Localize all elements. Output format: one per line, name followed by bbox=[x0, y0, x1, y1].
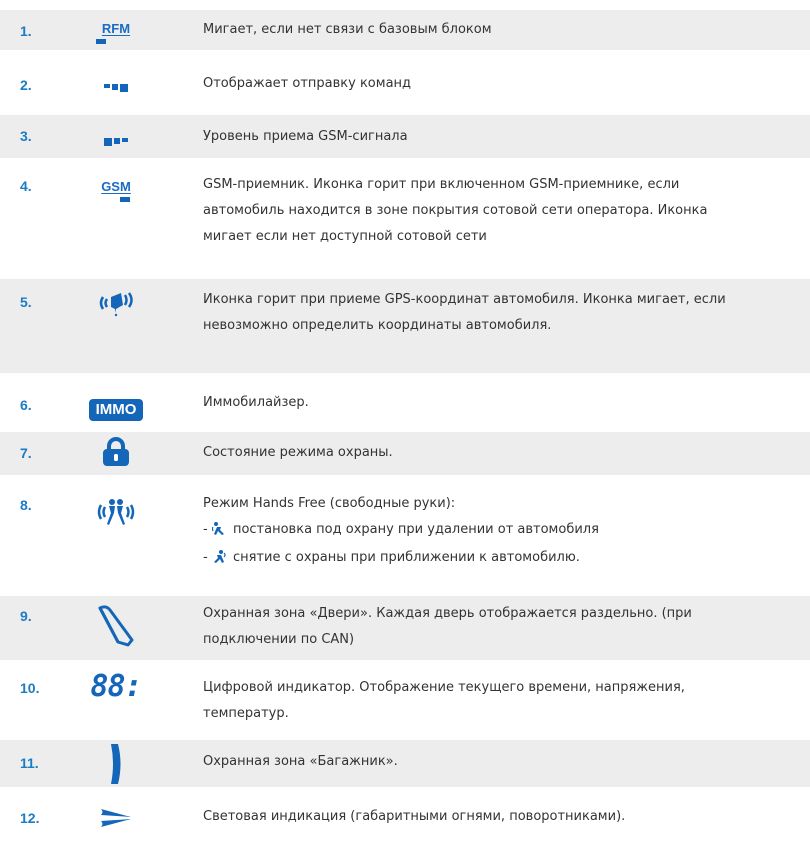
sub-item-prefix: - bbox=[203, 550, 212, 565]
sub-item bbox=[203, 545, 783, 573]
table-row bbox=[0, 115, 810, 158]
row-description bbox=[203, 440, 783, 466]
row-number: 5. bbox=[20, 294, 32, 310]
description-line: невозможно определить координаты автомобиля. bbox=[203, 318, 552, 333]
rfm-icon-label: RFM bbox=[101, 21, 131, 36]
hands-free-icon bbox=[80, 497, 152, 537]
trunk-icon bbox=[80, 743, 152, 783]
digital-indicator-icon bbox=[80, 669, 152, 712]
table-row bbox=[0, 168, 810, 266]
gsm-icon-label: GSM bbox=[101, 179, 131, 194]
description-line: Мигает, если нет связи с базовым блоком bbox=[203, 22, 492, 37]
row-description bbox=[203, 804, 783, 830]
sub-item bbox=[203, 517, 783, 545]
table-row bbox=[0, 64, 810, 104]
approach-icon bbox=[212, 547, 226, 573]
description-line: Иконка горит при приеме GPS-координат автомобиля. Иконка мигает, если bbox=[203, 292, 726, 307]
row-number: 11. bbox=[20, 755, 39, 771]
description-line: GSM-приемник. Иконка горит при включенном GSM-приемнике, если bbox=[203, 177, 680, 192]
row-description bbox=[203, 601, 783, 653]
row-number: 3. bbox=[20, 128, 32, 144]
row-description bbox=[203, 287, 783, 339]
lock-icon bbox=[80, 437, 152, 477]
table-row bbox=[0, 795, 810, 839]
row-description bbox=[203, 71, 783, 97]
row-description bbox=[203, 491, 783, 573]
description-line: мигает если нет доступной сотовой сети bbox=[203, 229, 487, 244]
table-row bbox=[0, 10, 810, 50]
sub-item-text: постановка под охрану при удалении от автомобиля bbox=[228, 522, 599, 537]
gps-icon bbox=[80, 289, 152, 329]
table-row bbox=[0, 385, 810, 423]
sub-item-text: снятие с охраны при приближении к автомобилю. bbox=[228, 550, 580, 565]
row-number: 8. bbox=[20, 497, 32, 513]
row-number: 9. bbox=[20, 608, 32, 624]
sub-item-prefix: - bbox=[203, 522, 212, 537]
row-number: 1. bbox=[20, 23, 32, 39]
description-line: Иммобилайзер. bbox=[203, 395, 309, 410]
row-description bbox=[203, 749, 783, 775]
table-row bbox=[0, 487, 810, 585]
door-icon bbox=[80, 602, 152, 642]
rfm-icon bbox=[80, 22, 152, 62]
description-line: Состояние режима охраны. bbox=[203, 445, 393, 460]
row-description bbox=[203, 390, 783, 416]
row-number: 12. bbox=[20, 810, 40, 826]
row-description bbox=[203, 124, 783, 150]
row-number: 10. bbox=[20, 680, 40, 696]
description-line: Уровень приема GSM-сигнала bbox=[203, 129, 408, 144]
immo-badge: IMMO bbox=[89, 399, 144, 421]
description-line: Отображает отправку команд bbox=[203, 76, 412, 91]
description-line: Световая индикация (габаритными огнями, поворотниками). bbox=[203, 809, 626, 824]
table-row bbox=[0, 740, 810, 787]
row-number: 4. bbox=[20, 178, 32, 194]
row-description bbox=[203, 17, 783, 43]
description-line: автомобиль находится в зоне покрытия сотовой сети оператора. Иконка bbox=[203, 203, 708, 218]
table-row bbox=[0, 596, 810, 660]
description-line: Режим Hands Free (свободные руки): bbox=[203, 496, 456, 511]
gsm-icon bbox=[80, 180, 152, 220]
table-row bbox=[0, 668, 810, 732]
row-description bbox=[203, 675, 783, 727]
table-row bbox=[0, 279, 810, 373]
row-number: 2. bbox=[20, 77, 32, 93]
lights-icon bbox=[80, 808, 152, 848]
row-number: 6. bbox=[20, 397, 32, 413]
description-line: температур. bbox=[203, 706, 289, 721]
description-line: Охранная зона «Двери». Каждая дверь отображается раздельно. (при bbox=[203, 606, 692, 621]
description-line: подключении по CAN) bbox=[203, 632, 355, 647]
table-row bbox=[0, 432, 810, 475]
digital-indicator-glyphs: 88: bbox=[90, 669, 142, 704]
row-description bbox=[203, 172, 783, 250]
row-number: 7. bbox=[20, 445, 32, 461]
description-line: Цифровой индикатор. Отображение текущего времени, напряжения, bbox=[203, 680, 685, 695]
description-line: Охранная зона «Багажник». bbox=[203, 754, 398, 769]
walk-away-icon bbox=[212, 519, 226, 545]
